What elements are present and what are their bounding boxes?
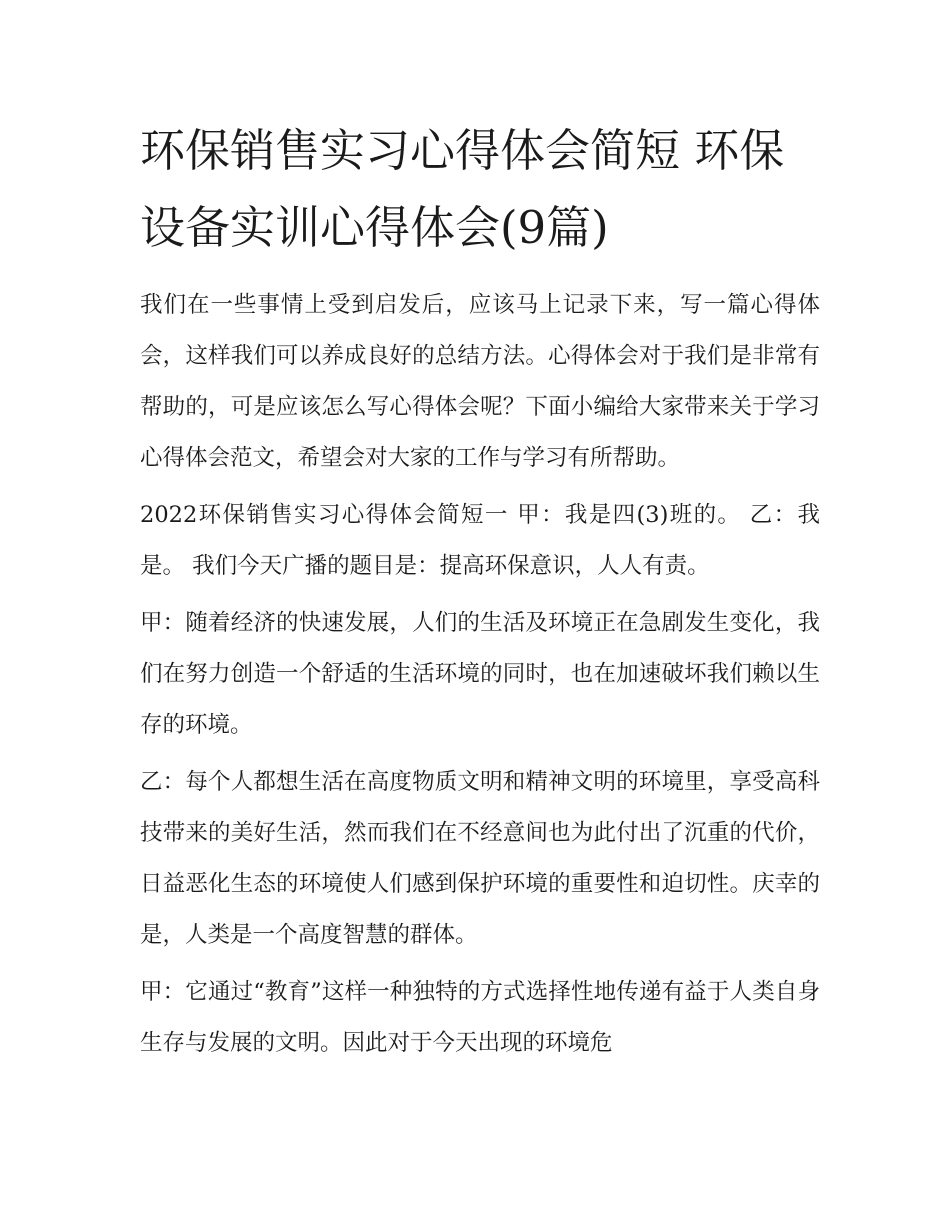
document-page (140, 112, 820, 1069)
paragraph-intro: 我们在一些事情上受到启发后，应该马上记录下来，写一篇心得体会，这样我们可以养成良好的总结方法。心得体会对于我们是非常有帮助的，可是应该怎么写心得体会呢？下面小编给大家带来关于学习心得体会范文，希望会对大家的工作与学习有所帮助。 (140, 292, 820, 471)
paragraph-jia-2: 甲：它通过“教育”这样一种独特的方式选择性地传递有益于人类自身生存与发展的文明。因此对于今天出现的环境危 (140, 979, 820, 1056)
paragraph-section-one: 2022环保销售实习心得体会简短一 甲：我是四(3)班的。 乙：我是。 我们今天广播的题目是：提高环保意识，人人有责。 (140, 502, 820, 579)
paragraph-yi-1: 乙：每个人都想生活在高度物质文明和精神文明的环境里，享受高科技带来的美好生活，然而我们在不经意间也为此付出了沉重的代价，日益恶化生态的环境使人们感到保护环境的重要性和迫切性。庆幸的是，人类是一个高度智慧的群体。 (140, 769, 820, 948)
paragraph-jia-1: 甲：随着经济的快速发展，人们的生活及环境正在急剧发生变化，我们在努力创造一个舒适的生活环境的同时，也在加速破坏我们赖以生存的环境。 (140, 610, 820, 738)
document-body (140, 280, 820, 1069)
document-title: 环保销售实习心得体会简短 环保设备实训心得体会(9篇) (140, 124, 785, 254)
